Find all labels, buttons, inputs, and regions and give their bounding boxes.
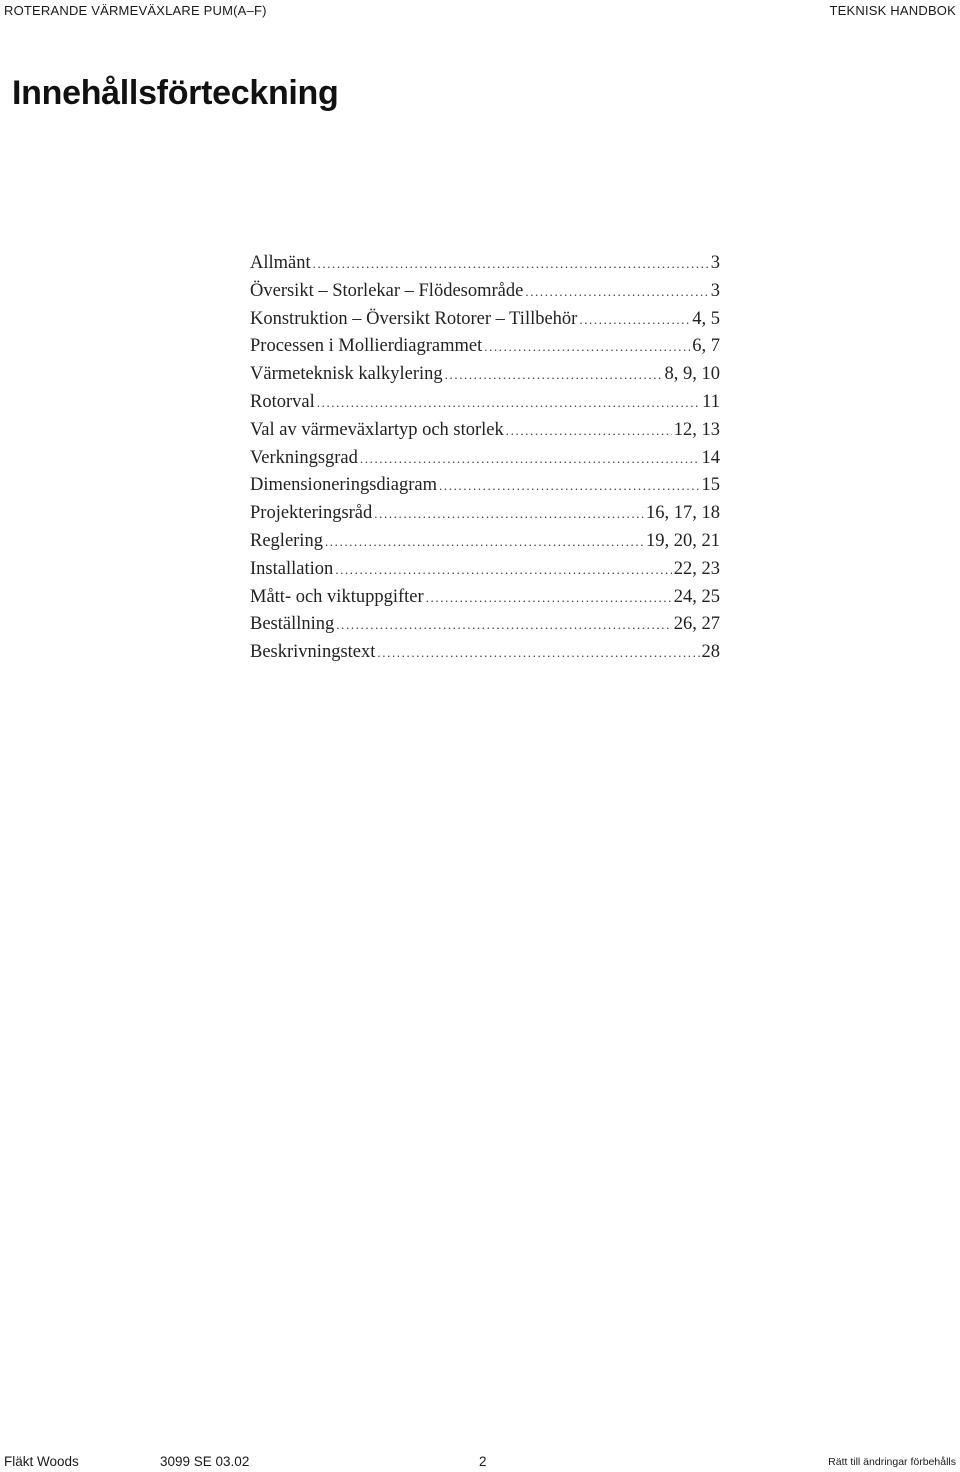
- toc-entry-page: 24, 25: [673, 586, 720, 607]
- toc-entry-label: Mått- och viktuppgifter: [250, 586, 424, 607]
- dot-leader: [525, 278, 708, 306]
- toc-entry-label: Värmeteknisk kalkylering: [250, 364, 443, 385]
- toc-entry-allmant[interactable]: [250, 250, 720, 278]
- header-document-type: TEKNISK HANDBOK: [829, 3, 956, 18]
- toc-entry-label: Verkningsgrad: [250, 447, 358, 468]
- toc-entry-page: 19, 20, 21: [646, 530, 720, 551]
- toc-entry-konstruktion[interactable]: [250, 306, 720, 334]
- toc-entry-label: Dimensioneringsdiagram: [250, 475, 438, 496]
- toc-entry-page: 28: [701, 642, 720, 663]
- toc-entry-processen[interactable]: [250, 333, 720, 361]
- dot-leader: [377, 639, 699, 667]
- toc-entry-label: Rotorval: [250, 391, 315, 412]
- dot-leader: [506, 417, 672, 445]
- toc-entry-label: Översikt – Storlekar – Flödesområde: [250, 280, 524, 301]
- toc-entry-label: Val av värmeväxlartyp och storlek: [250, 419, 504, 440]
- toc-entry-page: 26, 27: [673, 614, 720, 635]
- footer-rights-notice: Rätt till ändringar förbehålls: [828, 1456, 956, 1468]
- toc-entry-beskrivningstext[interactable]: [250, 639, 720, 667]
- toc-entry-page: 16, 17, 18: [646, 503, 720, 524]
- toc-entry-page: 22, 23: [673, 558, 720, 579]
- dot-leader: [360, 445, 700, 473]
- toc-entry-page: 15: [701, 475, 720, 496]
- toc-entry-oversikt[interactable]: [250, 278, 720, 306]
- dot-leader: [336, 611, 671, 639]
- toc-entry-label: Beställning: [250, 614, 335, 635]
- page-header: [0, 0, 960, 20]
- toc-entry-verkningsgrad[interactable]: [250, 445, 720, 473]
- toc-entry-label: Beskrivningstext: [250, 642, 376, 663]
- toc-entry-reglering[interactable]: [250, 528, 720, 556]
- toc-entry-bestallning[interactable]: [250, 611, 720, 639]
- table-of-contents: [250, 250, 720, 667]
- dot-leader: [374, 500, 644, 528]
- dot-leader: [313, 250, 709, 278]
- toc-entry-label: Installation: [250, 558, 334, 579]
- toc-entry-varmeteknisk[interactable]: [250, 361, 720, 389]
- toc-entry-page: 6, 7: [692, 336, 720, 357]
- dot-leader: [445, 361, 663, 389]
- toc-entry-page: 14: [701, 447, 720, 468]
- footer-company: Fläkt Woods: [4, 1454, 79, 1469]
- toc-entry-val-av-varmevaxlartyp[interactable]: [250, 417, 720, 445]
- header-product-title: ROTERANDE VÄRMEVÄXLARE PUM(A–F): [4, 3, 267, 18]
- toc-entry-page: 4, 5: [692, 308, 720, 329]
- toc-entry-rotorval[interactable]: [250, 389, 720, 417]
- toc-entry-page: 12, 13: [673, 419, 720, 440]
- toc-entry-label: Konstruktion – Översikt Rotorer – Tillbehör: [250, 308, 578, 329]
- toc-entry-label: Allmänt: [250, 253, 311, 273]
- toc-entry-label: Projekteringsråd: [250, 503, 373, 524]
- dot-leader: [325, 528, 644, 556]
- toc-entry-label: Reglering: [250, 530, 323, 551]
- page-footer: [0, 1452, 960, 1472]
- page-title: Innehållsförteckning: [12, 74, 339, 112]
- toc-entry-dimensioneringsdiagram[interactable]: [250, 472, 720, 500]
- toc-entry-installation[interactable]: [250, 556, 720, 584]
- dot-leader: [335, 556, 672, 584]
- dot-leader: [439, 472, 699, 500]
- dot-leader: [426, 584, 672, 612]
- toc-entry-projekteringsrad[interactable]: [250, 500, 720, 528]
- footer-page-number: 2: [479, 1454, 487, 1469]
- dot-leader: [579, 306, 690, 334]
- dot-leader: [484, 333, 690, 361]
- toc-entry-page: 8, 9, 10: [664, 364, 720, 385]
- toc-entry-label: Processen i Mollierdiagrammet: [250, 336, 483, 357]
- toc-entry-page: 11: [702, 391, 720, 412]
- toc-entry-page: 3: [710, 280, 720, 301]
- toc-entry-page: 3: [710, 253, 720, 273]
- toc-entry-matt-och-viktuppgifter[interactable]: [250, 584, 720, 612]
- dot-leader: [317, 389, 700, 417]
- footer-document-number: 3099 SE 03.02: [160, 1454, 250, 1469]
